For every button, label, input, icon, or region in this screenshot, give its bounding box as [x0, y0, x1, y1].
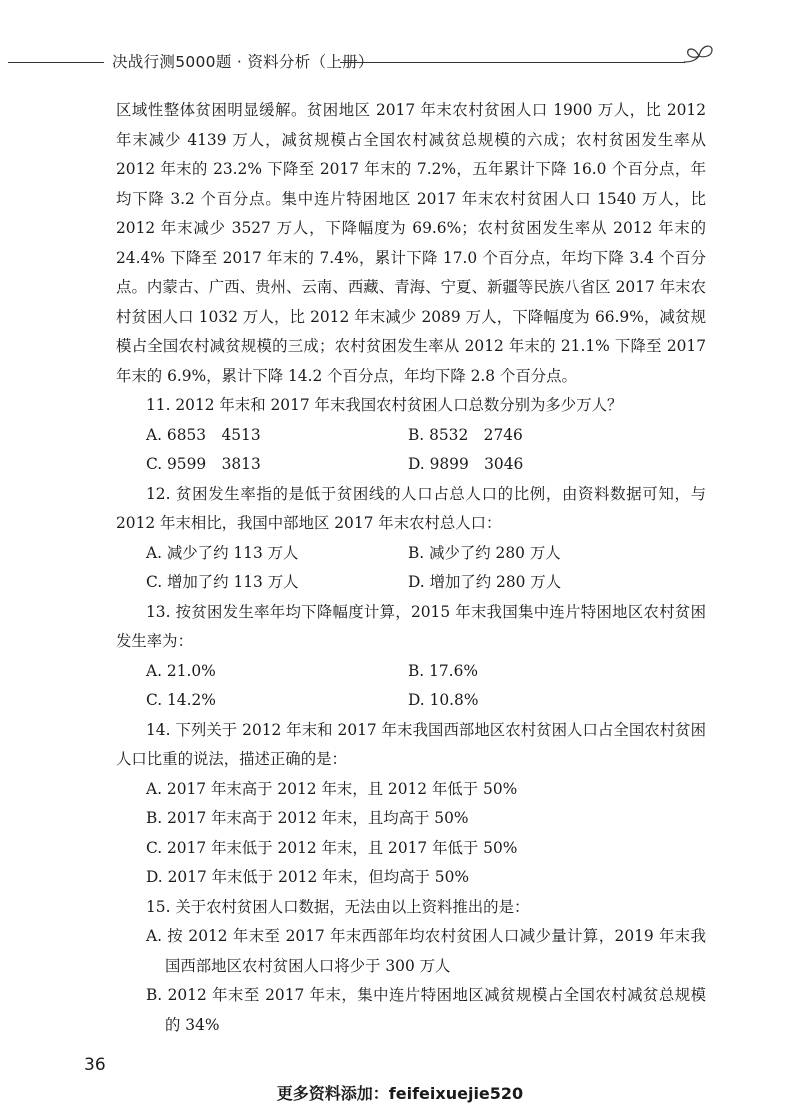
- option-14-a[interactable]: A. 2017 年末高于 2012 年末，且 2012 年低于 50%: [146, 779, 518, 798]
- header-rule-right: [340, 62, 685, 63]
- option-14-b[interactable]: B. 2017 年末高于 2012 年末，且均高于 50%: [146, 809, 469, 827]
- option-15-a[interactable]: A. 按 2012 年末至 2017 年末西部年均农村贫困人口减少量计算，2019 年末我国西部地区农村贫困人口将少于 300 万人: [146, 927, 706, 975]
- question-12-stem: 12. 贫困发生率指的是低于贫困线的人口占总人口的比例，由资料数据可知，与 2012 年末相比，我国中部地区 2017 年末农村总人口：: [116, 484, 706, 532]
- option-15-b[interactable]: B. 2012 年末至 2017 年末，集中连片特困地区减贫规模占全国农村减贫总规模的 34%: [146, 986, 706, 1034]
- option-12-d[interactable]: D. 增加了约 280 万人: [408, 573, 562, 591]
- option-11-a[interactable]: A. 6853 4513: [146, 425, 261, 444]
- header-rule-left: [8, 62, 104, 63]
- option-14-c[interactable]: C. 2017 年末低于 2012 年末，且 2017 年低于 50%: [146, 838, 518, 857]
- question-12-options: [146, 539, 706, 598]
- option-11-c[interactable]: C. 9599 3813: [146, 455, 261, 473]
- passage-paragraph: 区域性整体贫困明显缓解。贫困地区 2017 年末农村贫困人口 1900 万人，比 2012 年末减少 4139 万人，减贫规模占全国农村减贫总规模的六成；农村贫困发生率从 2012 年末的 23.2% 下降至 2017 年末的 7.2%，五年累计下降 16.0 个百分点，年均下降 3.2 个百分点。集中连片特困地区 2017 年末农村贫困人口 1540 万人，比 2012 年末减少 3527 万人，下降幅度为 69.6%；农村贫困发生率从 2012 年末的 24.4% 下降至 2017 年末的 7.4%，累计下降 17.0 个百分点，年均下降 3.4 个百分点。内蒙古、广西、贵州、云南、西藏、青海、宁夏、新疆等民族八省区 2017 年末农村贫困人口 1032 万人，比 2012 年末减少 2089 万人，下降幅度为 66.9%，减贫规模占全国农村减贫规模的三成；农村贫困发生率从 2012 年末的 21.1% 下降至 2017 年末的 6.9%，累计下降 14.2 个百分点，年均下降 2.8 个百分点。: [116, 101, 706, 385]
- question-13-stem: 13. 按贫困发生率年均下降幅度计算，2015 年末我国集中连片特困地区农村贫困发生率为：: [116, 602, 706, 650]
- sprout-icon: [682, 40, 716, 70]
- book-title: 决战行测5000题 · 资料分析（上册）: [112, 53, 374, 71]
- option-12-c[interactable]: C. 增加了约 113 万人: [146, 573, 299, 591]
- option-12-b[interactable]: B. 减少了约 280 万人: [408, 543, 561, 562]
- question-11-stem: 11. 2012 年末和 2017 年末我国农村贫困人口总数分别为多少万人？: [146, 396, 623, 414]
- option-11-d[interactable]: D. 9899 3046: [408, 455, 524, 473]
- option-13-d[interactable]: D. 10.8%: [408, 691, 479, 709]
- question-11-options: [146, 421, 706, 480]
- page-number: 36: [84, 1055, 106, 1075]
- option-11-b[interactable]: B. 8532 2746: [408, 425, 523, 444]
- page-header: [0, 46, 800, 76]
- option-14-d[interactable]: D. 2017 年末低于 2012 年末，但均高于 50%: [146, 868, 469, 886]
- page-content: [116, 96, 706, 1040]
- option-13-b[interactable]: B. 17.6%: [408, 661, 478, 680]
- option-12-a[interactable]: A. 减少了约 113 万人: [146, 543, 299, 562]
- option-13-a[interactable]: A. 21.0%: [146, 661, 216, 680]
- question-15-stem: 15. 关于农村贫困人口数据，无法由以上资料推出的是：: [146, 897, 530, 916]
- question-14-stem: 14. 下列关于 2012 年末和 2017 年末我国西部地区农村贫困人口占全国农村贫困人口比重的说法，描述正确的是：: [116, 720, 706, 768]
- footer-note: 更多资料添加：feifeixuejie520: [276, 1084, 524, 1103]
- question-13-options: [146, 657, 706, 716]
- option-13-c[interactable]: C. 14.2%: [146, 691, 216, 709]
